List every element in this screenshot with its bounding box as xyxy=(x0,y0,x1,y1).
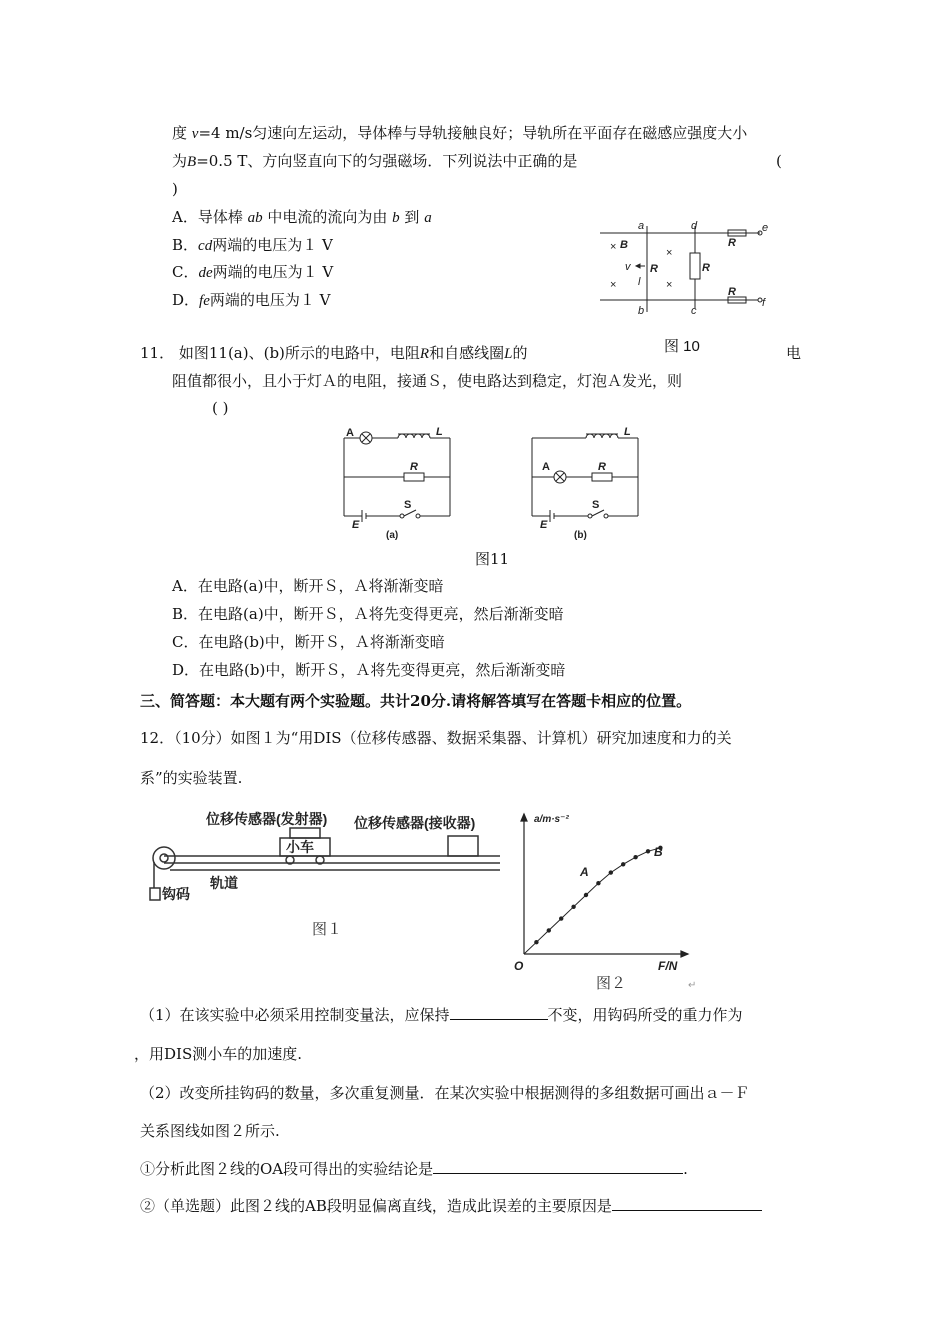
q10-option-d xyxy=(172,290,330,311)
q12-p1-line xyxy=(140,1004,743,1025)
q10-option-b xyxy=(172,235,333,256)
answer-blank-2[interactable] xyxy=(433,1158,683,1174)
section-3-heading: 三、简答题：本大题有两个实验题。共计20分.请将解答填写在答题卡相应的位置。 xyxy=(140,692,692,710)
answer-blank-3[interactable] xyxy=(612,1195,762,1211)
q10-option-c xyxy=(172,262,333,283)
q12-line-2: 系”的实验装置. xyxy=(140,769,243,787)
var-B: B xyxy=(187,154,197,170)
data-point xyxy=(584,893,588,897)
var: de xyxy=(198,265,213,281)
label-L: L xyxy=(624,426,631,438)
data-point xyxy=(633,855,637,859)
label-v: v xyxy=(625,261,631,273)
label-R2: R xyxy=(702,262,710,274)
q10-line-2 xyxy=(172,151,577,172)
label-E: E xyxy=(352,519,360,531)
label-c: c xyxy=(691,305,697,317)
figure-11b xyxy=(526,424,646,544)
text-seg: 为 xyxy=(172,152,188,170)
data-point xyxy=(596,881,600,885)
label-B: B xyxy=(620,239,628,251)
point-B-label: B xyxy=(654,845,663,859)
return-mark: ↵ xyxy=(688,980,697,991)
text-seg: 和自感线圈 xyxy=(429,344,505,362)
var: a xyxy=(424,210,432,226)
figure-10-caption: 图 10 xyxy=(664,338,700,355)
label-a: a xyxy=(638,220,645,232)
label-b: (b) xyxy=(574,530,587,541)
data-point xyxy=(609,870,613,874)
receiver-label: 位移传感器(接收器) xyxy=(354,815,476,831)
q11-option: C．在电路(b)中，断开Ｓ，Ａ将渐渐变暗 xyxy=(172,633,445,651)
q12-p2-line-2: 关系图线如图２所示. xyxy=(140,1122,280,1140)
figure-11-caption: 图11 xyxy=(475,550,510,568)
q11-line-1 xyxy=(140,343,527,364)
text-seg: D． xyxy=(172,291,200,309)
text-seg: =4 m/s匀速向左运动，导体棒与导轨接触良好；导轨所在平面存在磁感应强度大小 xyxy=(198,124,748,142)
label-a: (a) xyxy=(386,530,399,541)
label-b: b xyxy=(638,305,645,317)
text-seg: 中电流的流向为由 xyxy=(262,208,393,226)
figure-1-caption: 图１ xyxy=(312,921,343,938)
q10-line-1 xyxy=(172,123,747,144)
q11-answer-bracket: ( ) xyxy=(212,399,229,417)
var: cd xyxy=(198,238,213,254)
text-seg: 不变，用钩码所受的重力作为 xyxy=(547,1006,743,1024)
cart-label: 小车 xyxy=(286,839,314,855)
data-point xyxy=(571,905,575,909)
q11-line-1-end: 电 xyxy=(786,344,802,362)
label-l: l xyxy=(638,276,641,288)
data-point xyxy=(534,940,538,944)
text-seg: 到 xyxy=(399,208,425,226)
text-seg: ①分析此图２线的OA段可得出的实验结论是 xyxy=(140,1160,434,1178)
var-L: L xyxy=(504,346,513,362)
field-x: × xyxy=(610,241,617,253)
label-R: R xyxy=(410,461,418,473)
text-seg: 两端的电压为１ V xyxy=(209,291,331,309)
y-axis-label: a/m·s⁻² xyxy=(534,814,569,825)
fit-curve xyxy=(524,848,660,954)
label-R: R xyxy=(598,461,606,473)
text-seg: （1）在该实验中必须采用控制变量法，应保持 xyxy=(140,1006,450,1024)
text-seg: 两端的电压为１ V xyxy=(212,263,334,281)
answer-blank-1[interactable] xyxy=(450,1004,548,1020)
label-R3: R xyxy=(728,237,736,249)
weight-label: 钩码 xyxy=(162,886,190,902)
figure-2-chart xyxy=(510,808,710,998)
text-seg: 的 xyxy=(512,344,528,362)
label-S: S xyxy=(404,499,412,511)
text-seg: . xyxy=(683,1160,688,1178)
text-seg: 两端的电压为１ V xyxy=(212,236,333,254)
figure-1-apparatus xyxy=(140,806,510,956)
label-S: S xyxy=(592,499,600,511)
var: b xyxy=(392,210,400,226)
label-R1: R xyxy=(650,263,658,275)
label-e: e xyxy=(762,222,769,234)
label-A: A xyxy=(542,461,550,473)
q12-p2-line: （2）改变所挂钩码的数量，多次重复测量．在某次实验中根据测得的多组数据可画出ａ－Ｆ xyxy=(140,1084,750,1102)
answer-bracket-close: ) xyxy=(172,180,178,198)
label-L: L xyxy=(436,426,443,438)
label-E: E xyxy=(540,519,548,531)
text-seg: C． xyxy=(172,263,199,281)
var-v: v xyxy=(191,126,199,142)
q11-option: A．在电路(a)中，断开Ｓ，Ａ将渐渐变暗 xyxy=(172,577,444,595)
track-label: 轨道 xyxy=(210,875,238,891)
data-point xyxy=(646,849,650,853)
text-seg: A．导体棒 xyxy=(172,208,248,226)
origin-label: O xyxy=(514,959,524,973)
text-seg: 11． 如图11(a)、(b)所示的电路中，电阻 xyxy=(140,344,420,362)
q10-option-a xyxy=(172,207,432,228)
x-axis-label: F/N xyxy=(658,959,678,973)
q11-line-2: 阻值都很小，且小于灯Ａ的电阻，接通Ｓ，使电路达到稳定，灯泡Ａ发光，则 xyxy=(172,372,683,390)
text-seg: 度 xyxy=(172,124,192,142)
q11-option: B．在电路(a)中，断开Ｓ，Ａ将先变得更亮，然后渐渐变暗 xyxy=(172,605,564,623)
label-f: f xyxy=(762,297,766,309)
q11-option: D．在电路(b)中，断开Ｓ，Ａ将先变得更亮，然后渐渐变暗 xyxy=(172,661,566,679)
var: fe xyxy=(199,293,210,309)
sender-label: 位移传感器(发射器) xyxy=(206,811,328,827)
var-R: R xyxy=(419,346,430,362)
var: ab xyxy=(247,210,263,226)
answer-bracket-open: ( xyxy=(776,152,782,170)
figure-11a xyxy=(338,424,458,544)
q12-p4-line xyxy=(140,1195,762,1216)
label-d: d xyxy=(691,220,698,232)
text-seg: B． xyxy=(172,236,199,254)
data-point xyxy=(621,862,625,866)
label-A: A xyxy=(346,427,354,439)
field-x: × xyxy=(610,279,617,291)
text-seg: ②（单选题）此图２线的AB段明显偏离直线，造成此误差的主要原因是 xyxy=(140,1197,612,1215)
field-x: × xyxy=(666,247,673,259)
data-point xyxy=(547,928,551,932)
q12-p1-line-2: ，用DIS测小车的加速度. xyxy=(134,1045,302,1063)
data-point xyxy=(559,916,563,920)
figure-2-caption: 图２ xyxy=(596,975,627,992)
field-x: × xyxy=(666,279,673,291)
figure-10 xyxy=(590,218,780,318)
label-R4: R xyxy=(728,286,736,298)
point-A-label: A xyxy=(580,865,589,879)
q12-p3-line xyxy=(140,1158,688,1179)
text-seg: =0.5 T、方向竖直向下的匀强磁场．下列说法中正确的是 xyxy=(196,152,578,170)
q12-line-1: 12．（10分）如图１为“用DIS（位移传感器、数据采集器、计算机）研究加速度和力的关 xyxy=(140,729,732,747)
